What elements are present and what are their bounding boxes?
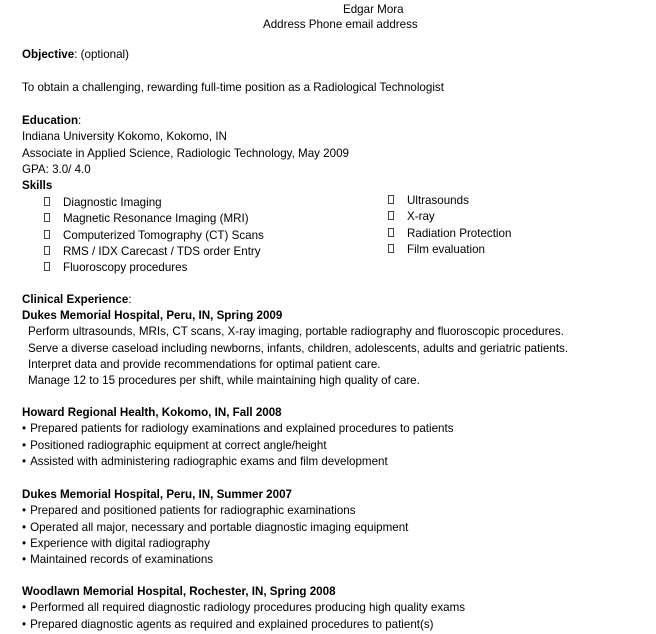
bullet-icon xyxy=(388,244,394,253)
job-item: Manage 12 to 15 procedures per shift, while maintaining high quality of care. xyxy=(28,374,420,388)
skills-label: Skills xyxy=(22,179,53,193)
skill-item: Ultrasounds xyxy=(407,194,469,207)
bullet-icon: • xyxy=(22,520,27,534)
job-4 xyxy=(22,584,465,633)
skill-item: X-ray xyxy=(407,210,435,224)
bullet-icon xyxy=(388,211,394,220)
job-item: Interpret data and provide recommendations for optimal patient care. xyxy=(28,357,381,371)
education-line: Indiana University Kokomo, Kokomo, IN xyxy=(22,130,227,144)
bullet-icon: • xyxy=(22,601,27,615)
bullet-icon: • xyxy=(22,454,27,468)
clinical-label: Clinical Experience xyxy=(22,293,129,306)
job-item: Serve a diverse caseload including newborns, infants, children, adolescents, adults and geriatric patients. xyxy=(28,341,569,355)
bullet-icon: • xyxy=(22,553,27,567)
contact-line: Address Phone email address xyxy=(263,18,418,31)
objective-label: Objective xyxy=(22,48,75,61)
job-1 xyxy=(22,308,568,389)
clinical-heading: Clinical Experience: xyxy=(22,293,132,306)
objective-heading: Objective: (optional) xyxy=(22,48,129,61)
bullet-icon xyxy=(44,230,50,239)
job-title: Dukes Memorial Hospital, Peru, IN, Spring 2009 xyxy=(22,309,283,322)
job-item: Prepared patients for radiology examinations and explained procedures to patients xyxy=(30,422,454,436)
skill-item: RMS / IDX Carecast / TDS order Entry xyxy=(63,244,261,258)
job-title: Dukes Memorial Hospital, Peru, IN, Summer 2007 xyxy=(22,488,292,501)
skill-item: Film evaluation xyxy=(407,242,485,256)
skills-right-list xyxy=(388,193,511,258)
bullet-icon: • xyxy=(22,617,27,631)
bullet-icon: • xyxy=(22,438,27,452)
bullet-icon xyxy=(44,262,50,271)
bullet-icon xyxy=(44,213,50,222)
skill-item: Diagnostic Imaging xyxy=(63,196,162,209)
job-item: Assisted with administering radiographic exams and film development xyxy=(30,454,388,468)
bullet-icon xyxy=(388,228,394,237)
job-title: Howard Regional Health, Kokomo, IN, Fall 2008 xyxy=(22,406,282,419)
job-item: Perform ultrasounds, MRIs, CT scans, X-ray imaging, portable radiography and fluoroscopic procedures. xyxy=(28,325,564,339)
skill-item: Radiation Protection xyxy=(407,226,512,240)
bullet-icon: • xyxy=(22,536,27,550)
skill-item: Magnetic Resonance Imaging (MRI) xyxy=(63,212,249,226)
skill-item: Fluoroscopy procedures xyxy=(63,261,188,275)
objective-note: (optional) xyxy=(77,48,129,61)
objective-text: To obtain a challenging, rewarding full-time position as a Radiological Technologist xyxy=(22,81,444,94)
job-item: Prepared diagnostic agents as required and explained procedures to patient(s) xyxy=(30,617,434,631)
education-line: Associate in Applied Science, Radiologic Technology, May 2009 xyxy=(22,146,349,160)
bullet-icon xyxy=(44,246,50,255)
job-title: Woodlawn Memorial Hospital, Rochester, IN, Spring 2008 xyxy=(22,585,336,598)
bullet-icon: • xyxy=(22,422,27,436)
job-item: Maintained records of examinations xyxy=(30,553,214,567)
bullet-icon xyxy=(44,197,50,206)
job-item: Performed all required diagnostic radiology procedures producing high quality exams xyxy=(30,601,466,615)
bullet-icon: • xyxy=(22,504,27,518)
job-3 xyxy=(22,487,408,568)
education-line: GPA: 3.0/ 4.0 xyxy=(22,162,91,176)
applicant-name: Edgar Mora xyxy=(343,3,404,16)
job-item: Operated all major, necessary and portable diagnostic imaging equipment xyxy=(30,520,409,534)
job-2 xyxy=(22,405,454,470)
education-section: Education: Indiana University Kokomo, Kokomo, IN Associate in Applied Science, Radiologic Technology, May 2009 GPA: 3.0/ 4.0 Skills xyxy=(22,113,349,194)
skills-left-list xyxy=(44,195,264,276)
bullet-icon xyxy=(388,195,394,204)
skill-item: Computerized Tomography (CT) Scans xyxy=(63,228,264,242)
job-item: Prepared and positioned patients for radiographic examinations xyxy=(30,504,356,518)
job-item: Experience with digital radiography xyxy=(30,536,210,550)
job-item: Positioned radiographic equipment at correct angle/height xyxy=(30,438,327,452)
education-label: Education xyxy=(22,114,79,127)
